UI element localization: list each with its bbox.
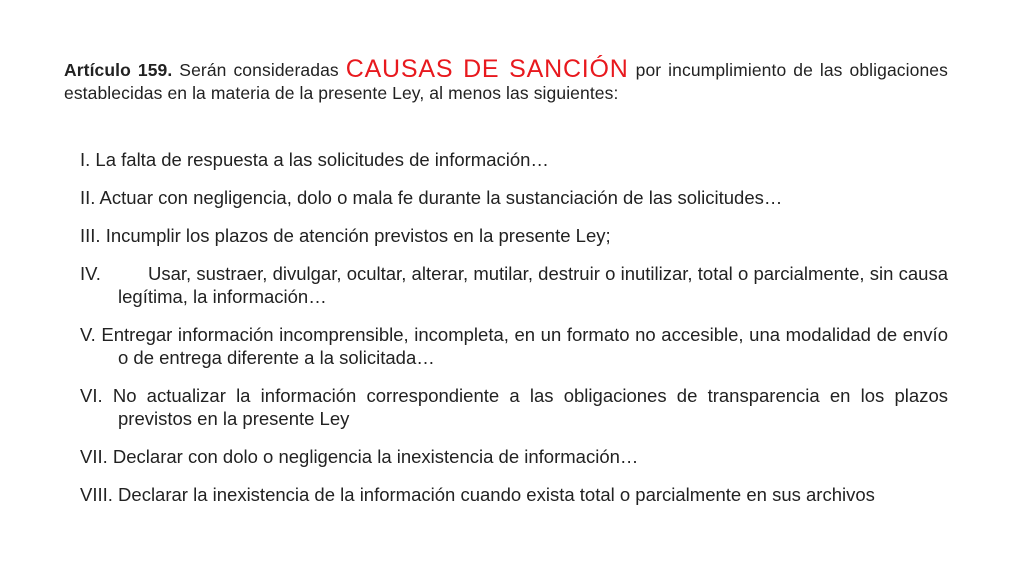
sanction-causes-highlight: CAUSAS DE SANCIÓN [345,54,629,83]
intro-text-before: Serán consideradas [172,59,346,80]
item-text: Usar, sustraer, divulgar, ocultar, alterar, mutilar, destruir o inutilizar, total o parcialmente, sin causa legítima, la información… [118,263,948,307]
article-label: Artículo 159. [64,59,173,80]
list-item [80,262,948,308]
list-item [80,323,948,369]
item-number: II. [80,187,96,208]
item-text: Entregar información incomprensible, incompleta, en un formato no accesible, una modalidad de envío o de entrega diferente a la solicitada… [95,324,948,368]
list-item [80,483,948,506]
item-number: VIII. [80,484,113,505]
list-item [80,148,948,171]
item-text: Incumplir los plazos de atención previstos en la presente Ley; [100,225,611,246]
item-number: III. [80,225,101,246]
item-text: La falta de respuesta a las solicitudes de información… [90,149,549,170]
item-text: No actualizar la información correspondiente a las obligaciones de transparencia en los plazos previstos en la presente Ley [102,385,948,429]
item-number: VI. [80,385,103,406]
list-item [80,224,948,247]
item-text: Actuar con negligencia, dolo o mala fe durante la sustanciación de las solicitudes… [95,187,783,208]
article-intro [64,54,948,105]
item-number: I. [80,149,91,170]
list-item [80,445,948,468]
item-text: Declarar la inexistencia de la información cuando exista total o parcialmente en sus archivos [112,484,875,505]
list-item [80,186,948,209]
item-number: VII. [80,446,108,467]
item-number: IV. [80,263,101,284]
item-number: V. [80,324,96,345]
intro-text-after: por incumplimiento de las obligaciones establecidas en la materia de la presente Ley, al menos las siguientes: [64,59,948,103]
list-item [80,384,948,430]
item-text: Declarar con dolo o negligencia la inexistencia de información… [107,446,639,467]
causes-list [80,148,948,521]
